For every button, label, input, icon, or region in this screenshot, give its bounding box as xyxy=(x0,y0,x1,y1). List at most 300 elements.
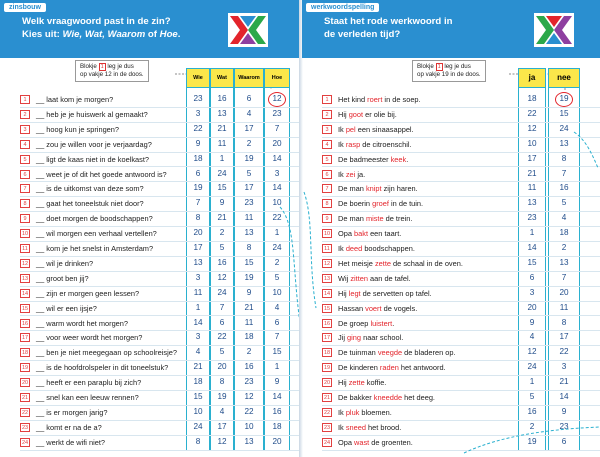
answer-value: 7 xyxy=(274,332,280,342)
answer-value: 2 xyxy=(561,243,567,252)
answer-value: 21 xyxy=(527,168,537,178)
row-sentence: __ heb je je huiswerk al gemaakt? xyxy=(36,109,148,119)
row-number: 20 xyxy=(21,380,29,387)
left-instruction-note: Blokje 1 leg je dus op vakje 12 in de doos. xyxy=(75,60,149,82)
answer-value: 21 xyxy=(193,362,203,372)
left-table-row xyxy=(0,302,300,317)
answer-value: 14 xyxy=(272,183,282,193)
puzzle-logo-icon xyxy=(228,13,268,47)
row-number: 15 xyxy=(21,305,29,312)
row-number: 18 xyxy=(323,350,331,357)
row-sentence: De groep luistert. xyxy=(338,318,395,328)
left-table-row xyxy=(0,153,300,168)
row-number: 17 xyxy=(21,335,29,342)
answer-value: 22 xyxy=(244,406,254,416)
verb-highlight: raden xyxy=(379,363,399,373)
answer-value: 8 xyxy=(195,436,201,446)
row-number: 9 xyxy=(322,214,332,223)
answer-value: 11 xyxy=(244,213,254,223)
answer-value: 14 xyxy=(193,317,203,327)
answer-value: 13 xyxy=(193,257,203,267)
answer-value: 1 xyxy=(219,153,225,163)
answer-value: 20 xyxy=(217,362,227,372)
answer-value: 19 xyxy=(217,392,227,401)
left-table-row xyxy=(0,197,300,212)
right-dashed-curve-icon xyxy=(572,130,600,170)
answer-value: 5 xyxy=(219,347,225,357)
verb-highlight: knipt xyxy=(365,184,382,194)
row-number: 14 xyxy=(323,290,331,297)
answer-value: 22 xyxy=(559,347,569,357)
answer-value: 23 xyxy=(559,421,569,431)
answer-value: 11 xyxy=(244,317,254,327)
example-answer-circle xyxy=(555,92,573,107)
right-table-row xyxy=(302,376,600,391)
row-number: 21 xyxy=(323,395,331,401)
left-table-row xyxy=(0,287,300,302)
row-sentence: __ ligt de kaas niet in de koelkast? xyxy=(36,154,149,164)
answer-value: 24 xyxy=(193,421,203,431)
row-sentence: De man knipt zijn haren. xyxy=(338,184,418,194)
right-table-row xyxy=(302,242,600,257)
left-table-row xyxy=(0,227,300,242)
left-table-row xyxy=(0,331,300,346)
row-number: 19 xyxy=(323,365,331,372)
answer-value: 6 xyxy=(274,317,280,327)
row-sentence: De badmeester keek. xyxy=(338,154,409,164)
row-sentence: __ is de uitkomst van deze som? xyxy=(36,184,144,194)
row-number: 13 xyxy=(323,275,331,282)
row-sentence: __ groot ben jij? xyxy=(36,273,89,283)
row-sentence: __ werkt de wifi niet? xyxy=(36,437,106,447)
left-table-row xyxy=(0,376,300,391)
right-table-row xyxy=(302,182,600,197)
row-number: 23 xyxy=(323,424,331,431)
answer-value: 2 xyxy=(274,257,280,267)
row-number: 6 xyxy=(322,170,332,179)
answer-value: 20 xyxy=(193,228,203,238)
answer-value: 23 xyxy=(272,108,282,118)
left-table-row xyxy=(0,242,300,257)
right-table-row xyxy=(302,123,600,138)
answer-value: 24 xyxy=(272,243,282,252)
row-sentence: __ wil morgen een verhaal vertellen? xyxy=(36,229,157,239)
row-number: 22 xyxy=(21,409,29,416)
row-sentence: Ik deed boodschappen. xyxy=(338,244,415,253)
row-number: 8 xyxy=(20,199,30,208)
answer-value: 15 xyxy=(244,257,254,267)
answer-value: 19 xyxy=(559,94,569,103)
verb-highlight: zette xyxy=(348,378,365,388)
answer-value: 8 xyxy=(219,377,225,387)
answer-value: 12 xyxy=(244,392,254,401)
answer-value: 22 xyxy=(272,213,282,223)
row-number: 7 xyxy=(20,184,30,193)
answer-value: 1 xyxy=(529,377,535,387)
right-instruction-note: Blokje 1 leg je dus op vakje 19 in de doos. xyxy=(412,60,486,82)
row-sentence: __ doet morgen de boodschappen? xyxy=(36,214,153,224)
row-sentence: Opa bakt een taart. xyxy=(338,229,402,239)
answer-value: 3 xyxy=(274,168,280,178)
row-sentence: Opa wast de groenten. xyxy=(338,437,413,447)
left-dashed-line-icon xyxy=(278,205,300,325)
row-number: 24 xyxy=(21,439,29,446)
left-table-row xyxy=(0,257,300,272)
answer-value: 17 xyxy=(217,421,227,431)
answer-value: 3 xyxy=(195,108,201,118)
answer-value: 2 xyxy=(219,228,225,238)
left-column-header: Wat xyxy=(210,68,234,88)
answer-value: 13 xyxy=(527,198,537,208)
answer-value: 11 xyxy=(217,138,227,148)
row-sentence: Ik sneed het brood. xyxy=(338,422,402,432)
row-number: 21 xyxy=(21,395,29,401)
row-number: 17 xyxy=(323,335,331,342)
answer-value: 5 xyxy=(246,168,252,178)
left-table-row xyxy=(0,272,300,287)
row-sentence: Ik rasp de citroenschil. xyxy=(338,139,412,149)
verb-highlight: rasp xyxy=(345,139,361,149)
left-header xyxy=(0,0,300,58)
row-sentence: Het kind roert in de soep. xyxy=(338,95,421,104)
answer-value: 22 xyxy=(217,332,227,342)
row-sentence: De tuinman veegde de bladeren op. xyxy=(338,348,456,358)
answer-value: 11 xyxy=(193,287,203,297)
right-table-row xyxy=(302,331,600,346)
answer-value: 20 xyxy=(527,302,537,312)
answer-value: 24 xyxy=(217,287,227,297)
right-table-row xyxy=(302,108,600,123)
answer-value: 1 xyxy=(274,362,280,372)
answer-value: 16 xyxy=(217,94,227,103)
left-column-header: Wie xyxy=(186,68,210,88)
answer-value: 13 xyxy=(217,108,227,118)
row-sentence: __ is de hoofdrolspeler in dit toneelstuk? xyxy=(36,363,169,373)
answer-value: 20 xyxy=(272,436,282,446)
row-number: 12 xyxy=(323,260,331,267)
answer-value: 17 xyxy=(244,123,254,133)
verb-highlight: veegde xyxy=(377,348,403,358)
answer-value: 12 xyxy=(527,123,537,133)
row-number: 6 xyxy=(20,170,30,179)
right-table-row xyxy=(302,227,600,242)
answer-value: 12 xyxy=(272,94,282,103)
row-number: 9 xyxy=(20,214,30,223)
left-table-row xyxy=(0,436,300,451)
left-table-row xyxy=(0,108,300,123)
row-divider xyxy=(20,450,300,451)
answer-value: 14 xyxy=(527,243,537,252)
row-sentence: __ gaat het toneelstuk niet door? xyxy=(36,199,144,209)
answer-value: 5 xyxy=(529,392,535,401)
answer-value: 6 xyxy=(219,317,225,327)
left-table-row xyxy=(0,123,300,138)
answer-value: 5 xyxy=(561,198,567,208)
answer-value: 9 xyxy=(274,377,280,387)
right-header xyxy=(302,0,600,58)
row-sentence: __ snel kan een leeuw rennen? xyxy=(36,393,139,402)
answer-value: 14 xyxy=(272,392,282,401)
row-number: 5 xyxy=(20,155,30,164)
row-number: 10 xyxy=(323,231,331,238)
left-question: Welk vraagwoord past in de zin? Kies uit: Wie, Wat, Waarom of Hoe. xyxy=(22,16,181,40)
row-sentence: __ wil je drinken? xyxy=(36,258,94,268)
answer-value: 18 xyxy=(272,421,282,431)
answer-value: 8 xyxy=(195,213,201,223)
answer-value: 3 xyxy=(561,362,567,372)
left-table-row xyxy=(0,317,300,332)
answer-value: 19 xyxy=(244,153,254,163)
answer-value: 18 xyxy=(559,228,569,238)
answer-value: 9 xyxy=(219,198,225,208)
verb-highlight: miste xyxy=(365,214,384,224)
row-number: 3 xyxy=(322,125,332,134)
row-sentence: Ik pel een sinaasappel. xyxy=(338,124,414,134)
row-sentence: __ weet je of dit het goede antwoord is? xyxy=(36,169,167,179)
row-sentence: Ik pluk bloemen. xyxy=(338,407,392,417)
row-number: 22 xyxy=(323,409,331,416)
right-table-row xyxy=(302,257,600,272)
left-table-row xyxy=(0,361,300,376)
answer-value: 12 xyxy=(217,436,227,446)
answer-value: 24 xyxy=(559,123,569,133)
answer-value: 23 xyxy=(527,213,537,223)
answer-value: 15 xyxy=(559,108,569,118)
left-table-row xyxy=(0,212,300,227)
verb-highlight: deed xyxy=(345,244,363,253)
row-sentence: __ is er morgen jarig? xyxy=(36,407,108,417)
answer-value: 10 xyxy=(244,421,254,431)
row-number: 19 xyxy=(21,365,29,372)
row-number: 15 xyxy=(323,305,331,312)
answer-value: 14 xyxy=(272,153,282,163)
answer-value: 15 xyxy=(217,183,227,193)
answer-value: 4 xyxy=(529,332,535,342)
example-answer-circle xyxy=(268,92,286,107)
answer-value: 10 xyxy=(527,138,537,148)
right-table-row xyxy=(302,272,600,287)
right-table-row xyxy=(302,287,600,302)
answer-value: 23 xyxy=(193,94,203,103)
row-sentence: __ voor weer wordt het morgen? xyxy=(36,333,143,343)
row-number: 1 xyxy=(322,95,332,104)
answer-value: 1 xyxy=(529,228,535,238)
answer-value: 3 xyxy=(529,287,535,297)
right-table-row xyxy=(302,302,600,317)
row-sentence: Hassan voert de vogels. xyxy=(338,303,418,313)
row-sentence: Hij legt de servetten op tafel. xyxy=(338,288,432,298)
answer-value: 6 xyxy=(195,168,201,178)
answer-value: 9 xyxy=(529,317,535,327)
answer-value: 12 xyxy=(527,347,537,357)
answer-value: 21 xyxy=(559,377,569,387)
answer-value: 11 xyxy=(527,183,537,193)
right-column-header: nee xyxy=(548,68,580,88)
row-sentence: __ komt er na de a? xyxy=(36,422,102,432)
left-table-row xyxy=(0,391,300,406)
verb-highlight: keek xyxy=(390,154,407,164)
row-number: 7 xyxy=(322,184,332,193)
answer-value: 13 xyxy=(559,257,569,267)
answer-value: 4 xyxy=(219,406,225,416)
row-number: 14 xyxy=(21,290,29,297)
answer-value: 17 xyxy=(193,243,203,252)
answer-value: 20 xyxy=(559,287,569,297)
answer-value: 15 xyxy=(193,392,203,401)
answer-value: 16 xyxy=(217,257,227,267)
left-table-row xyxy=(0,93,300,108)
row-number: 2 xyxy=(322,110,332,119)
left-section-tag: zinsbouw xyxy=(4,3,46,12)
answer-value: 1 xyxy=(195,302,201,312)
row-number: 4 xyxy=(322,140,332,149)
left-table-row xyxy=(0,168,300,183)
answer-value: 16 xyxy=(559,183,569,193)
answer-value: 16 xyxy=(527,406,537,416)
row-number: 11 xyxy=(20,244,30,253)
answer-value: 4 xyxy=(274,302,280,312)
answer-value: 15 xyxy=(527,257,537,267)
answer-value: 18 xyxy=(193,153,203,163)
row-number: 10 xyxy=(21,231,29,238)
verb-highlight: luistert xyxy=(370,318,393,328)
answer-value: 22 xyxy=(527,108,537,118)
row-number: 11 xyxy=(322,244,332,253)
answer-value: 7 xyxy=(561,272,567,282)
row-sentence: Het meisje zette de schaal in de oven. xyxy=(338,258,463,268)
row-number: 12 xyxy=(21,260,29,267)
answer-value: 17 xyxy=(244,183,254,193)
right-table-row xyxy=(302,361,600,376)
verb-highlight: legt xyxy=(348,288,361,298)
answer-value: 8 xyxy=(246,243,252,252)
row-sentence: De bakker kneedde het deeg. xyxy=(338,393,435,402)
verb-highlight: groef xyxy=(372,199,389,209)
answer-value: 2 xyxy=(529,421,535,431)
answer-value: 4 xyxy=(195,347,201,357)
answer-value: 1 xyxy=(274,228,280,238)
answer-value: 21 xyxy=(217,213,227,223)
row-sentence: __ zou je willen voor je verjaardag? xyxy=(36,139,152,149)
answer-value: 21 xyxy=(217,123,227,133)
verb-highlight: zitten xyxy=(350,273,368,283)
answer-value: 5 xyxy=(274,272,280,282)
left-table-row xyxy=(0,421,300,436)
answer-value: 10 xyxy=(193,406,203,416)
row-number: 4 xyxy=(20,140,30,149)
row-number: 24 xyxy=(323,439,331,446)
row-sentence: Wij zitten aan de tafel. xyxy=(338,273,411,283)
answer-value: 9 xyxy=(246,287,252,297)
right-dashed-bottom-icon xyxy=(462,425,600,455)
answer-value: 18 xyxy=(193,377,203,387)
verb-highlight: roert xyxy=(367,95,383,104)
row-number: 20 xyxy=(323,380,331,387)
answer-value: 13 xyxy=(244,436,254,446)
right-table-row xyxy=(302,168,600,183)
left-table-row xyxy=(0,138,300,153)
right-table-row xyxy=(302,406,600,421)
right-page xyxy=(302,0,600,457)
row-sentence: __ wil er een ijsje? xyxy=(36,303,97,313)
answer-value: 9 xyxy=(195,138,201,148)
row-sentence: __ heeft er een paraplu bij zich? xyxy=(36,378,142,388)
left-column-header: Hoe xyxy=(264,68,290,88)
verb-highlight: ging xyxy=(347,333,362,343)
row-sentence: Ik zei ja. xyxy=(338,169,366,179)
row-sentence: __ kom je het snelst in Amsterdam? xyxy=(36,244,154,253)
answer-value: 10 xyxy=(272,287,282,297)
answer-value: 3 xyxy=(195,272,201,282)
row-sentence: __ warm wordt het morgen? xyxy=(36,318,129,328)
answer-value: 7 xyxy=(219,302,225,312)
verb-highlight: goot xyxy=(348,109,364,119)
row-number: 13 xyxy=(21,275,29,282)
answer-value: 17 xyxy=(559,332,569,342)
right-table-row xyxy=(302,138,600,153)
row-number: 23 xyxy=(21,424,29,431)
answer-value: 23 xyxy=(244,198,254,208)
left-column-header: Waarom xyxy=(234,68,264,88)
row-sentence: __ ben je niet meegegaan op schoolreisje? xyxy=(36,348,177,358)
puzzle-logo-icon xyxy=(534,13,574,47)
answer-value: 11 xyxy=(559,302,569,312)
right-dashed-line-icon xyxy=(302,190,322,310)
answer-value: 6 xyxy=(561,436,567,446)
row-number: 2 xyxy=(20,110,30,119)
answer-value: 7 xyxy=(561,168,567,178)
row-number: 16 xyxy=(21,320,29,327)
row-sentence: __ laat kom je morgen? xyxy=(36,95,114,104)
answer-value: 19 xyxy=(193,183,203,193)
verb-highlight: zette xyxy=(374,258,391,268)
verb-highlight: bakt xyxy=(354,229,369,239)
right-column-header: ja xyxy=(518,68,546,88)
left-table-row xyxy=(0,346,300,361)
left-table-row xyxy=(0,182,300,197)
answer-value: 13 xyxy=(559,138,569,148)
right-table-row xyxy=(302,391,600,406)
answer-value: 24 xyxy=(527,362,537,372)
answer-value: 9 xyxy=(561,406,567,416)
verb-highlight: sneed xyxy=(345,422,366,432)
answer-value: 16 xyxy=(272,406,282,416)
answer-value: 13 xyxy=(244,228,254,238)
row-sentence: __ zijn er morgen geen lessen? xyxy=(36,288,140,298)
answer-value: 3 xyxy=(195,332,201,342)
answer-value: 15 xyxy=(272,347,282,357)
answer-value: 4 xyxy=(561,213,567,223)
answer-value: 2 xyxy=(246,347,252,357)
verb-highlight: wast xyxy=(354,437,370,447)
answer-value: 24 xyxy=(217,168,227,178)
row-number: 3 xyxy=(20,125,30,134)
answer-value: 16 xyxy=(244,362,254,372)
right-table-row xyxy=(302,197,600,212)
row-sentence: Hij goot er olie bij. xyxy=(338,109,397,119)
answer-value: 19 xyxy=(527,436,537,446)
row-number: 5 xyxy=(322,155,332,164)
right-table-row xyxy=(302,317,600,332)
answer-value: 4 xyxy=(246,108,252,118)
answer-value: 23 xyxy=(244,377,254,387)
row-number: 18 xyxy=(21,350,29,357)
answer-value: 10 xyxy=(272,198,282,208)
answer-value: 17 xyxy=(527,153,537,163)
row-sentence: Hij zette koffie. xyxy=(338,378,387,388)
verb-highlight: pluk xyxy=(345,407,360,417)
answer-value: 6 xyxy=(246,94,252,103)
